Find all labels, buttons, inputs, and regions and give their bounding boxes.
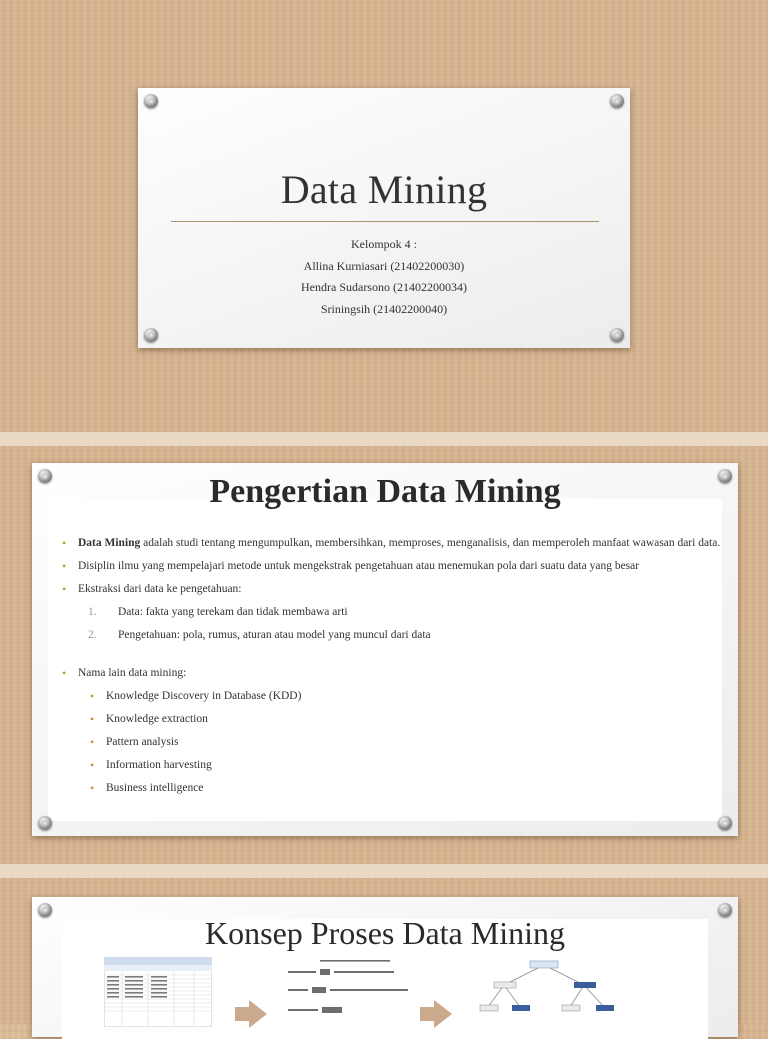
slide-2-card <box>32 463 738 836</box>
list-item <box>62 665 724 681</box>
screw-icon <box>610 328 624 342</box>
slide-3-title: Konsep Proses Data Mining <box>205 915 565 951</box>
screw-icon <box>144 94 158 108</box>
numbered-item <box>88 627 724 643</box>
screw-icon <box>38 816 52 830</box>
list-item-text: Disiplin ilmu yang mempelajari metode untuk mengekstrak pengetahuan atau menemukan pola dari suatu data yang besar <box>78 560 640 572</box>
bullet-icon: • <box>62 666 67 680</box>
bullet-icon: • <box>62 582 67 596</box>
alias-text: Knowledge Discovery in Database (KDD) <box>106 690 302 702</box>
slide-1-title: Data Mining <box>280 167 488 212</box>
slide-2-title: Pengertian Data Mining <box>209 473 561 510</box>
spreadsheet-image <box>104 957 212 1027</box>
title-divider <box>171 221 599 222</box>
alias-item <box>90 780 724 796</box>
decision-tree-image <box>474 957 624 1027</box>
screw-icon <box>144 328 158 342</box>
alias-item <box>90 734 724 750</box>
item-number: 2. <box>88 629 97 641</box>
subtitle-line: Hendra Sudarsono (21402200034) <box>301 280 467 294</box>
bullet-icon: • <box>90 781 95 795</box>
bullet-icon: • <box>90 758 95 772</box>
numbered-item-text: Pengetahuan: pola, rumus, aturan atau model yang muncul dari data <box>118 629 431 641</box>
bullet-icon: • <box>90 689 95 703</box>
screw-icon <box>610 94 624 108</box>
term-data-mining: Data Mining <box>78 537 141 549</box>
slide-1-subtitle <box>138 234 630 320</box>
alias-item <box>90 711 724 727</box>
alias-text: Business intelligence <box>106 782 204 794</box>
definition-list <box>62 535 724 796</box>
slide-1-title-card <box>138 88 630 348</box>
list-item <box>62 558 724 574</box>
alias-item <box>90 688 724 704</box>
alias-item <box>90 757 724 773</box>
list-item-text: Nama lain data mining: <box>78 667 187 679</box>
bullet-icon: • <box>62 536 67 550</box>
slide-3-card <box>32 897 738 1037</box>
arrow-body <box>235 1007 249 1021</box>
formula-image <box>280 957 420 1027</box>
subtitle-line: Sriningsih (21402200040) <box>320 301 448 316</box>
alias-text: Information harvesting <box>106 759 212 771</box>
numbered-item-text: Data: fakta yang terekam dan tidak membawa arti <box>118 606 348 618</box>
list-item <box>62 535 724 551</box>
alias-text: Knowledge extraction <box>106 713 208 725</box>
arrow-body <box>420 1007 434 1021</box>
numbered-item <box>88 604 724 620</box>
subtitle-line: Allina Kurniasari (21402200030) <box>303 258 465 273</box>
bullet-icon: • <box>90 712 95 726</box>
subtitle-line: Kelompok 4 : <box>351 237 417 251</box>
list-item <box>62 581 724 597</box>
alias-text: Pattern analysis <box>106 736 179 748</box>
bullet-icon: • <box>90 735 95 749</box>
slide-gap-2 <box>0 864 768 878</box>
definition-text: adalah studi tentang mengumpulkan, membersihkan, memproses, menganalisis, dan memperoleh manfaat wawasan dari data. <box>140 537 721 549</box>
screw-icon <box>718 816 732 830</box>
bullet-icon: • <box>62 559 67 573</box>
item-number: 1. <box>88 606 97 618</box>
slide-gap-1 <box>0 432 768 446</box>
list-item-text: Ekstraksi dari data ke pengetahuan: <box>78 583 242 595</box>
